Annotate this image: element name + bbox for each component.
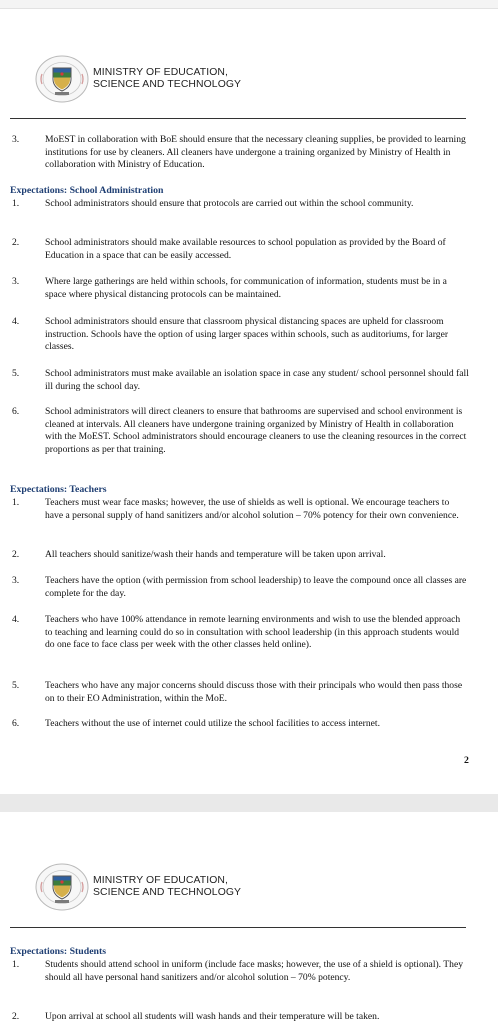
ministry-seal-logo — [34, 862, 90, 912]
ministry-title — [93, 67, 241, 91]
list-item-text: Where large gatherings are held within schools, for communication of information, students must be in a space where physical distancing protocols can be maintained. — [45, 276, 447, 300]
list-item-text: Teachers must wear face masks; however, the use of shields as well is optional. We encourage teachers to have a personal supply of hand sanitizers and/or alcohol solution – 70% potency for their own convenience. — [45, 497, 459, 521]
header-divider — [10, 118, 466, 119]
list-item-number: 3. — [12, 134, 20, 145]
list-item-number: 6. — [12, 406, 20, 417]
ministry-header — [34, 862, 241, 912]
document-page-2 — [0, 812, 498, 1024]
list-item-number: 6. — [12, 718, 20, 729]
list-item-text: School administrators will direct cleaners to ensure that bathrooms are supervised and school environment is cleaned at intervals. All cleaners have undergone training organized by Ministry of Health in collaboration with the MoEST. School administrators should encourage cleaners to use the cleaning resources in the correct proportions as per that training. — [45, 406, 467, 455]
section-heading-students: Expectations: Students — [10, 946, 107, 957]
list-item-text: MoEST in collaboration with BoE should ensure that the necessary cleaning supplies, be provided to learning institutions for use by cleaners. All cleaners have undergone a training organized by Ministry of Health in collaboration with Ministry of Education. — [45, 134, 466, 170]
list-item-text: All teachers should sanitize/wash their hands and temperature will be taken upon arrival. — [45, 549, 386, 560]
page-top-edge — [0, 0, 498, 9]
list-item-text: Teachers who have 100% attendance in remote learning environments and wish to use the blended approach to teaching and learning could do so in consultation with school leadership (in this approach students would do one face to face class per week with the other classes held online). — [45, 614, 461, 650]
list-item-text: Teachers have the option (with permission from school leadership) to leave the compound once all classes are complete for the day. — [45, 575, 467, 599]
ministry-header — [34, 54, 241, 104]
list-item-number: 2. — [12, 1011, 20, 1022]
list-item-number: 5. — [12, 680, 20, 691]
list-item-text: Upon arrival at school all students will wash hands and their temperature will be taken. — [45, 1011, 380, 1022]
ministry-title-line2: SCIENCE AND TECHNOLOGY — [93, 887, 242, 898]
list-item-text: School administrators must make available an isolation space in case any student/ school personnel should fall ill during the school day. — [45, 368, 469, 392]
list-item-number: 5. — [12, 368, 20, 379]
list-item-text: Teachers without the use of internet could utilize the school facilities to access internet. — [45, 718, 380, 729]
list-item-number: 2. — [12, 549, 20, 560]
ministry-seal-logo — [34, 54, 90, 104]
list-item-text: School administrators should make available resources to school population as provided by the Board of Education in a space that can be easily accessed. — [45, 237, 446, 261]
list-item-number: 1. — [12, 959, 20, 970]
list-item-number: 1. — [12, 198, 20, 209]
list-item-text: School administrators should ensure that protocols are carried out within the school community. — [45, 198, 414, 209]
ministry-title — [93, 875, 241, 899]
list-item-text: School administrators should ensure that classroom physical distancing spaces are upheld for classroom instruction. Schools have the option of using larger spaces within schools, such as auditoriums, for larger classes. — [45, 316, 449, 352]
ministry-title-line1: MINISTRY OF EDUCATION, — [93, 67, 228, 78]
list-item-text: Teachers who have any major concerns should discuss those with their principals who would then pass those on to their EO Administration, within the MoE. — [45, 680, 463, 704]
list-item-number: 4. — [12, 614, 20, 625]
list-item-number: 2. — [12, 237, 20, 248]
list-item-number: 4. — [12, 316, 20, 327]
section-heading-school-administration: Expectations: School Administration — [10, 185, 164, 196]
list-item-text: Students should attend school in uniform (include face masks; however, the use of a shield is optional). They should all have personal hand sanitizers and/or alcohol solution – 70% potency. — [45, 959, 464, 983]
ministry-title-line2: SCIENCE AND TECHNOLOGY — [93, 79, 242, 90]
list-item-number: 3. — [12, 276, 20, 287]
ministry-title-line1: MINISTRY OF EDUCATION, — [93, 875, 228, 886]
list-item-number: 3. — [12, 575, 20, 586]
header-divider — [10, 927, 466, 928]
page-number: 2 — [464, 755, 469, 766]
list-item-number: 1. — [12, 497, 20, 508]
section-heading-teachers: Expectations: Teachers — [10, 484, 107, 495]
